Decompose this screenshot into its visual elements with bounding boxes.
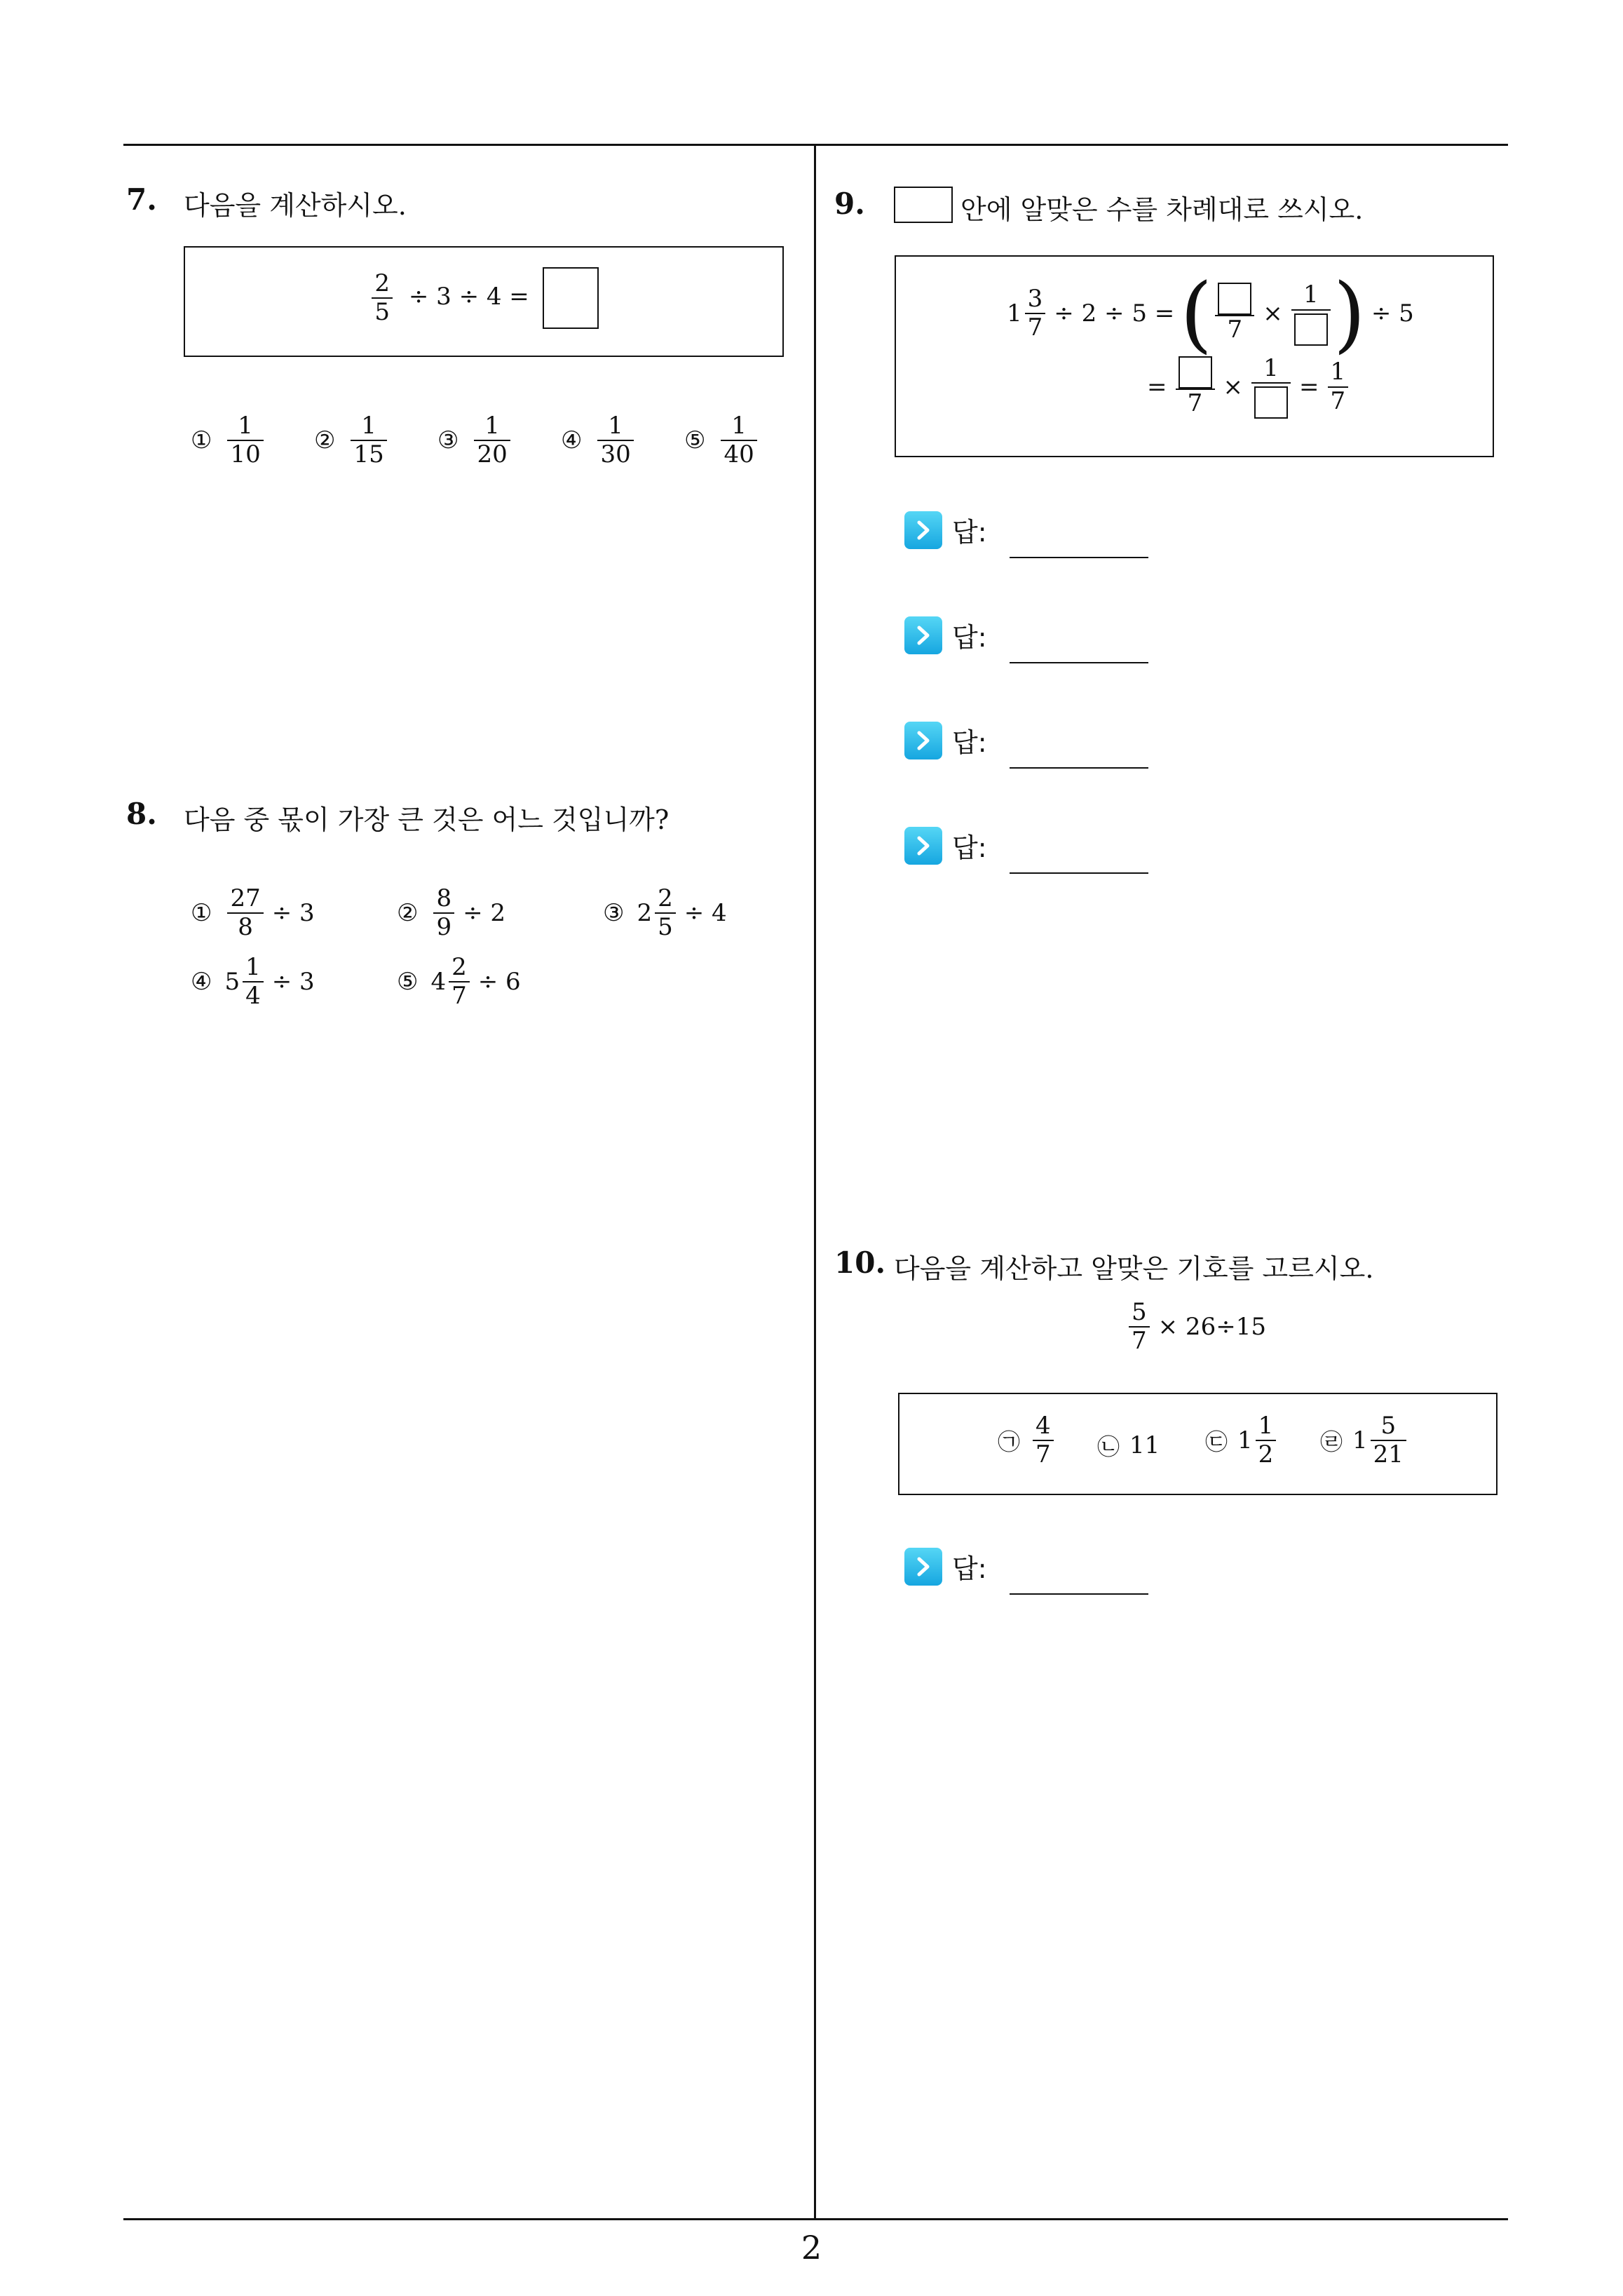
question-7-number: 7. bbox=[126, 182, 157, 217]
question-7-text: 다음을 계산하시오. bbox=[184, 190, 407, 221]
question-9-title-blank-box bbox=[894, 187, 953, 223]
answer-blank-box bbox=[543, 267, 599, 329]
question-9-answer-line-4[interactable] bbox=[1010, 872, 1148, 874]
question-8-number: 8. bbox=[126, 797, 157, 831]
question-7-expression: $\frac{2}{5}$ ÷ 3 ÷ 4 = bbox=[185, 267, 782, 329]
question-7-choice-3[interactable]: ③ $\frac{1}{20}$ bbox=[437, 412, 513, 468]
question-9-number: 9. bbox=[834, 187, 865, 221]
fraction-blank-over-7: 7 bbox=[1215, 283, 1254, 344]
question-10-expression: $\frac{5}{7}$ × 26÷15 bbox=[1126, 1299, 1272, 1355]
question-9-answer-row-2: 답: bbox=[904, 616, 987, 654]
question-8-choice-2[interactable]: ② $\frac{8}{9}$ ÷ 2 bbox=[397, 884, 506, 942]
question-10-text: 다음을 계산하고 알맞은 기호를 고르시오. bbox=[894, 1253, 1374, 1284]
chevron-right-icon bbox=[904, 616, 942, 654]
question-7-choice-5[interactable]: ⑤ $\frac{1}{40}$ bbox=[684, 412, 760, 468]
answer-blank-box bbox=[1179, 356, 1212, 389]
question-7-choice-4[interactable]: ④ $\frac{1}{30}$ bbox=[561, 412, 637, 468]
question-7-choice-1[interactable]: ① $\frac{1}{10}$ bbox=[191, 412, 266, 468]
question-8-choice-4[interactable]: ④ 5 $\frac{1}{4}$ ÷ 3 bbox=[191, 953, 315, 1011]
question-10-answer-row: 답: bbox=[904, 1547, 987, 1586]
bottom-rule bbox=[123, 2218, 1508, 2220]
question-10-choice-4[interactable]: ㉣ 1 $\frac{5}{21}$ bbox=[1320, 1412, 1409, 1468]
chevron-right-icon bbox=[904, 722, 942, 759]
question-9-line-1: 1 $\frac{3}{7}$ ÷ 2 ÷ 5 = ( 7 × 1 ) ÷ 5 bbox=[1007, 265, 1414, 362]
question-10-choice-2[interactable]: ㉡ 11 bbox=[1097, 1431, 1160, 1460]
fraction-1-over-blank: 1 bbox=[1251, 355, 1291, 419]
chevron-right-icon bbox=[904, 827, 942, 865]
question-8-text: 다음 중 몫이 가장 큰 것은 어느 것입니까? bbox=[184, 804, 670, 835]
question-7-choice-2[interactable]: ② $\frac{1}{15}$ bbox=[314, 412, 390, 468]
question-9-text: 안에 알맞은 수를 차례대로 쓰시오. bbox=[960, 194, 1364, 225]
page-number: 2 bbox=[801, 2229, 822, 2267]
question-8-choice-3[interactable]: ③ 2 $\frac{2}{5}$ ÷ 4 bbox=[603, 884, 727, 942]
question-9-answer-line-3[interactable] bbox=[1010, 767, 1148, 769]
question-8-choice-5[interactable]: ⑤ 4 $\frac{2}{7}$ ÷ 6 bbox=[397, 953, 521, 1011]
column-divider bbox=[814, 144, 816, 2220]
question-8-choice-1[interactable]: ① $\frac{27}{8}$ ÷ 3 bbox=[191, 884, 315, 942]
chevron-right-icon bbox=[904, 1548, 942, 1586]
question-10-answer-line[interactable] bbox=[1010, 1593, 1148, 1595]
fraction: $\frac{2}{5}$ bbox=[372, 270, 393, 326]
fraction-blank-over-7: 7 bbox=[1176, 356, 1215, 417]
question-9-expression-box bbox=[895, 255, 1494, 457]
chevron-right-icon bbox=[904, 511, 942, 549]
question-10-choice-3[interactable]: ㉢ 1 $\frac{1}{2}$ bbox=[1205, 1412, 1279, 1468]
question-9-answer-line-1[interactable] bbox=[1010, 557, 1148, 558]
question-9-answer-row-4: 답: bbox=[904, 826, 987, 865]
question-10-choices-box bbox=[898, 1393, 1498, 1495]
answer-blank-box bbox=[1254, 386, 1288, 419]
question-10-choice-1[interactable]: ㉠ $\frac{4}{7}$ bbox=[998, 1412, 1057, 1468]
answer-blank-box bbox=[1294, 313, 1328, 346]
answer-blank-box bbox=[1218, 283, 1251, 315]
fraction-1-over-blank: 1 bbox=[1291, 281, 1331, 345]
question-10-number: 10. bbox=[834, 1245, 886, 1280]
question-9-line-2: = 7 × 1 = $\frac{1}{7}$ bbox=[1141, 355, 1351, 419]
question-9-answer-line-2[interactable] bbox=[1010, 662, 1148, 663]
question-9-answer-row-3: 답: bbox=[904, 721, 987, 759]
question-9-answer-row-1: 답: bbox=[904, 511, 987, 549]
question-7-expression-box bbox=[184, 246, 784, 357]
